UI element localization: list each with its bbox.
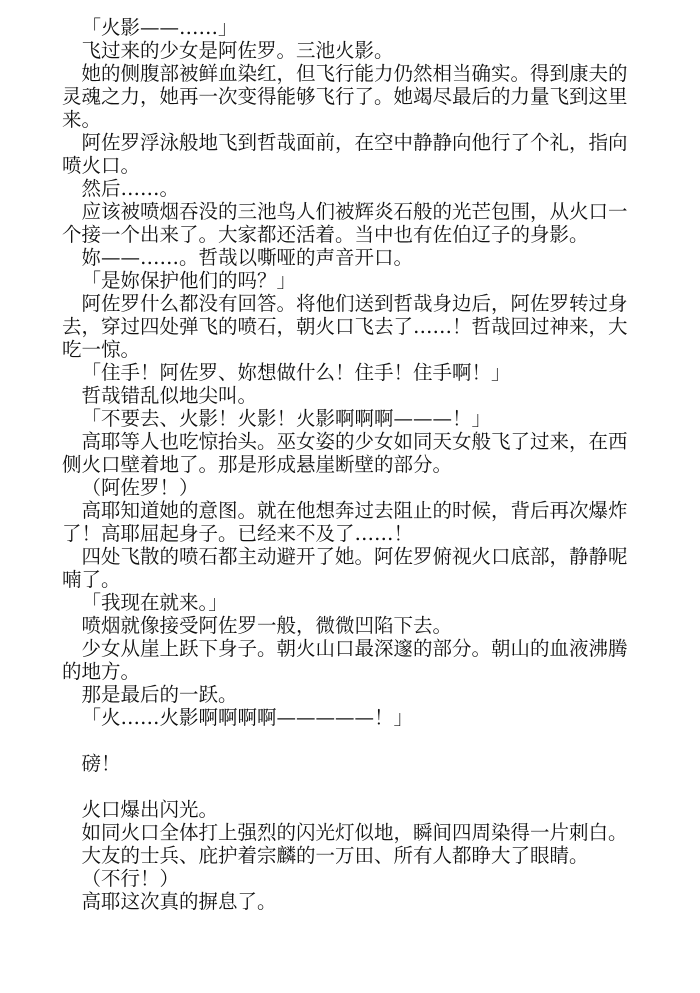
paragraph-01: 「火影——……」 [81, 16, 238, 39]
paragraph-07: 妳——……。哲哉以嘶哑的声音开口。 [81, 246, 414, 269]
paragraph-19: 少女从崖上跃下身子。朝火山口最深邃的部分。朝山的血液沸腾的地方。 [62, 637, 628, 683]
paragraph-05: 然后……。 [81, 177, 180, 200]
paragraph-04: 阿佐罗浮泳般地飞到哲哉面前，在空中静静向他行了个礼，指向喷火口。 [62, 131, 628, 177]
paragraph-22: 磅！ [81, 752, 121, 775]
paragraph-08: 「是妳保护他们的吗？」 [81, 269, 297, 292]
paragraph-27: 高耶这次真的摒息了。 [81, 890, 277, 913]
blank-line [62, 729, 642, 752]
paragraph-09: 阿佐罗什么都没有回答。将他们送到哲哉身边后，阿佐罗转过身去，穿过四处弹飞的喷石，朝火口飞去了……！哲哉回过神来，大吃一惊。 [62, 292, 628, 361]
paragraph-25: 大友的士兵、庇护着宗麟的一万田、所有人都睁大了眼睛。 [81, 844, 589, 867]
paragraph-03: 她的侧腹部被鲜血染红，但飞行能力仍然相当确实。得到康夫的灵魂之力，她再一次变得能够飞行了。她竭尽最后的力量飞到这里来。 [62, 62, 628, 131]
paragraph-26: （不行！） [81, 867, 180, 890]
paragraph-02: 飞过来的少女是阿佐罗。三池火影。 [81, 39, 394, 62]
paragraph-20: 那是最后的一跃。 [81, 683, 238, 706]
paragraph-16: 四处飞散的喷石都主动避开了她。阿佐罗俯视火口底部，静静呢喃了。 [62, 545, 628, 591]
paragraph-21: 「火……火影啊啊啊啊—————！」 [81, 706, 414, 729]
paragraph-06: 应该被喷烟吞没的三池鸟人们被辉炎石般的光芒包围，从火口一个接一个出来了。大家都还活着。当中也有佐伯辽子的身影。 [62, 200, 628, 246]
paragraph-12: 「不要去、火影！火影！火影啊啊啊———！」 [81, 407, 492, 430]
paragraph-10: 「住手！阿佐罗、妳想做什么！住手！住手啊！」 [81, 361, 511, 384]
novel-page [62, 16, 642, 913]
paragraph-14: （阿佐罗！） [81, 476, 199, 499]
blank-line [62, 775, 642, 798]
paragraph-13: 高耶等人也吃惊抬头。巫女姿的少女如同天女般飞了过来，在西侧火口壁着地了。那是形成悬崖断壁的部分。 [62, 430, 628, 476]
paragraph-24: 如同火口全体打上强烈的闪光灯似地，瞬间四周染得一片刺白。 [81, 821, 628, 844]
paragraph-17: 「我现在就来。」 [81, 591, 228, 614]
paragraph-23: 火口爆出闪光。 [81, 798, 219, 821]
paragraph-11: 哲哉错乱似地尖叫。 [81, 384, 258, 407]
paragraph-18: 喷烟就像接受阿佐罗一般，微微凹陷下去。 [81, 614, 453, 637]
paragraph-15: 高耶知道她的意图。就在他想奔过去阻止的时候，背后再次爆炸了！高耶屈起身子。已经来不及了……！ [62, 499, 628, 545]
